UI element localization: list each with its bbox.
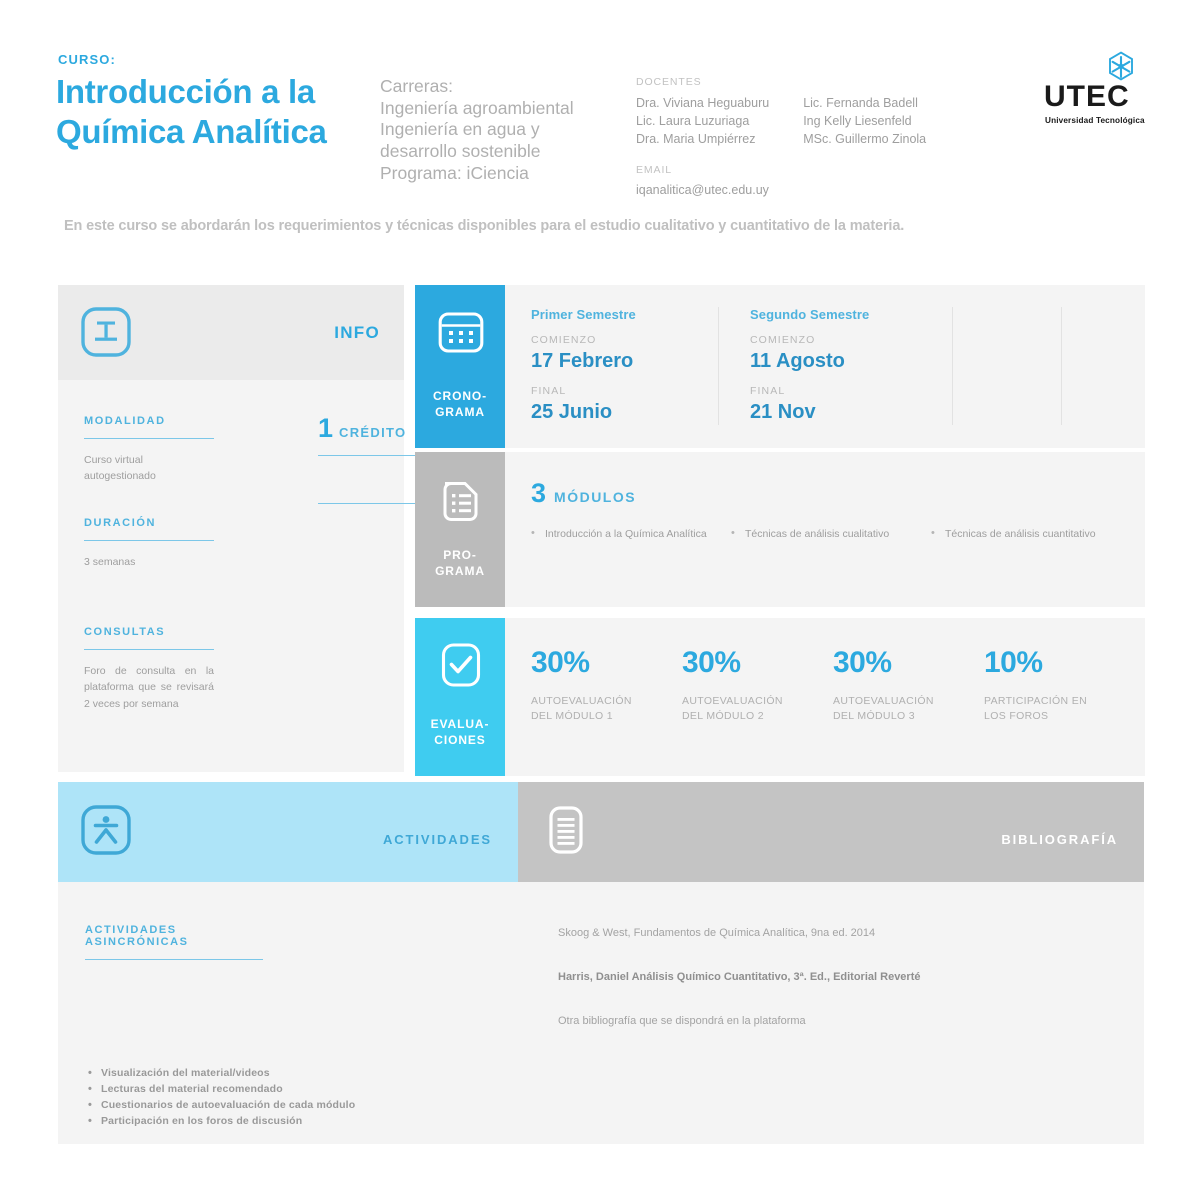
evaluaciones-side: [415, 618, 505, 776]
modules-count: 3: [531, 478, 547, 508]
evaluation-item: [833, 648, 984, 724]
actividades-card: [58, 782, 518, 1144]
semester-2: [750, 307, 935, 424]
semester-1-end-value: 25 Junio: [531, 401, 613, 423]
evaluation-desc-line-1: AUTOEVALUACIÓN: [682, 695, 783, 707]
field-divider: [85, 959, 263, 960]
actividad-item: • Cuestionarios de autoevaluación de cada módulo: [101, 1098, 355, 1114]
program-name: Programa: iCiencia: [380, 162, 529, 183]
field-consultas: [84, 626, 214, 712]
bibliografia-card: [518, 782, 1144, 1144]
actividades-subheading-label: ACTIVIDADES ASINCRÓNICAS: [85, 924, 189, 948]
module-item: • Introducción a la Química Analítica: [531, 527, 731, 542]
evaluaciones-panel: [415, 618, 1145, 776]
cronograma-body: [505, 285, 1145, 448]
course-description: En este curso se abordarán los requerimientos y técnicas disponibles para el estudio cualitativo y cuantitativo de la materia.: [64, 218, 905, 234]
field-modalidad: [84, 415, 214, 485]
modules-list: [531, 527, 1131, 542]
email-label: EMAIL: [636, 164, 673, 177]
evaluation-item: [682, 648, 833, 724]
field-duracion: [84, 517, 214, 570]
teacher-name: Lic. Laura Luzuriaga: [636, 113, 750, 128]
semester-2-start-value: 11 Agosto: [750, 350, 845, 372]
page-title-line-2: Química Analítica: [56, 112, 327, 150]
programa-body: [505, 452, 1145, 607]
field-modalidad-value: Curso virtual autogestionado: [84, 454, 156, 483]
semester-divider-1: [718, 307, 719, 425]
evaluation-desc-line-2: LOS FOROS: [984, 709, 1049, 722]
credits-label: CRÉDITO: [339, 425, 407, 440]
bibliografia-card-title: BIBLIOGRAFÍA: [1001, 832, 1118, 847]
module-item: • Técnicas de análisis cualitativo: [731, 527, 931, 542]
semester-1: [531, 307, 711, 424]
evaluation-description: [531, 694, 668, 724]
field-duracion-value: 3 semanas: [84, 556, 136, 568]
semester-2-name: Segundo Semestre: [750, 307, 870, 322]
teachers-label: DOCENTES: [636, 76, 702, 88]
evaluaciones-label-line-2: CIONES: [434, 732, 486, 747]
career-item-2a: Ingeniería en agua y: [380, 119, 540, 140]
field-duracion-label: DURACIÓN: [84, 517, 157, 529]
utec-snowflake-icon: [1104, 50, 1138, 84]
cronograma-panel: [415, 285, 1145, 448]
semester-2-end-label: FINAL: [750, 385, 786, 397]
info-card-title: INFO: [334, 323, 380, 342]
utec-logo: [1042, 50, 1154, 130]
calendar-icon: [438, 309, 484, 355]
info-card-header: [58, 285, 404, 380]
programa-side: [415, 452, 505, 607]
evaluaciones-body: [505, 618, 1145, 776]
programa-panel: [415, 452, 1145, 607]
teachers-block: [636, 76, 966, 197]
modules-label: MÓDULOS: [554, 489, 637, 505]
career-item-1: Ingeniería agroambiental: [380, 97, 574, 118]
field-consultas-label: CONSULTAS: [84, 626, 166, 638]
evaluation-desc-line-1: AUTOEVALUACIÓN: [833, 695, 934, 707]
bibliografia-entry: Otra bibliografía que se dispondrá en la plataforma: [558, 1015, 806, 1027]
info-card: [58, 285, 407, 772]
course-kicker-label: CURSO:: [58, 52, 116, 67]
bibliografia-entry: Skoog & West, Fundamentos de Química Analítica, 9na ed. 2014: [558, 927, 876, 939]
bibliografia-entry: Harris, Daniel Análisis Químico Cuantitativo, 3ª. Ed., Editorial Reverté: [558, 971, 921, 983]
semester-2-start-label: COMIENZO: [750, 334, 816, 346]
field-divider: [84, 438, 214, 439]
programa-side-label: [415, 548, 505, 579]
field-divider: [84, 649, 214, 650]
teacher-name: Ing Kelly Liesenfeld: [803, 113, 912, 128]
email-value[interactable]: iqanalitica@utec.edu.uy: [636, 183, 769, 198]
semester-1-end-label: FINAL: [531, 385, 567, 397]
evaluation-items: [531, 648, 1135, 724]
teacher-name: MSc. Guillermo Zinola: [803, 131, 927, 146]
bibliografia-card-body: [518, 882, 1144, 1144]
field-modalidad-label: MODALIDAD: [84, 415, 166, 427]
evaluation-desc-line-2: DEL MÓDULO 2: [682, 709, 764, 722]
page-title-line-1: Introducción a la: [56, 73, 315, 110]
evaluation-desc-line-2: DEL MÓDULO 1: [531, 709, 613, 722]
document-lines-icon: [540, 804, 592, 856]
module-item: • Técnicas de análisis cuantitativo: [931, 527, 1131, 542]
field-divider: [84, 540, 214, 541]
credits-number: 1: [318, 413, 334, 443]
programa-label-line-2: GRAMA: [435, 563, 485, 578]
teacher-name: Dra. Maria Umpiérrez: [636, 131, 756, 146]
semester-divider-2: [952, 307, 953, 425]
evaluation-percent: 30%: [833, 646, 892, 679]
evaluation-percent: 30%: [682, 646, 741, 679]
cronograma-label-line-2: GRAMA: [435, 404, 485, 419]
teachers-column-2: [803, 95, 926, 148]
actividades-list: [85, 1066, 355, 1130]
evaluaciones-side-label: [415, 717, 505, 748]
teacher-name: Lic. Fernanda Badell: [803, 96, 918, 110]
cronograma-label-line-1: CRONO-: [432, 389, 488, 404]
actividades-card-body: [58, 882, 518, 1144]
careers-label: Carreras:: [380, 76, 453, 96]
semester-1-name: Primer Semestre: [531, 307, 636, 322]
utec-tagline: Universidad Tecnológica: [1045, 116, 1145, 125]
evaluation-desc-line-2: DEL MÓDULO 3: [833, 709, 915, 722]
teacher-name: Dra. Viviana Heguaburu: [636, 96, 770, 110]
semester-1-start-value: 17 Febrero: [531, 350, 634, 372]
semester-2-end-value: 21 Nov: [750, 401, 816, 423]
evaluation-item: [984, 648, 1135, 724]
evaluation-percent: 30%: [531, 646, 590, 679]
teachers-columns: [636, 95, 966, 148]
teachers-column-1: [636, 95, 769, 148]
page-title: [56, 72, 386, 152]
programa-label-line-1: PRO-: [443, 548, 477, 563]
field-consultas-value: Foro de consulta en la plataforma que se revisará 2 veces por semana: [84, 665, 214, 710]
evaluation-desc-line-1: AUTOEVALUACIÓN: [531, 695, 632, 707]
document-list-icon: [438, 476, 484, 522]
checkmark-icon: [438, 642, 484, 688]
cronograma-side: [415, 285, 505, 448]
person-activity-icon: [80, 804, 132, 856]
page-header: [0, 0, 1200, 200]
utec-wordmark: UTEC: [1044, 80, 1130, 113]
bibliografia-card-header: [518, 782, 1144, 882]
semester-1-start-label: COMIENZO: [531, 334, 597, 346]
actividad-item: • Lecturas del material recomendado: [101, 1082, 355, 1098]
cronograma-side-label: [415, 389, 505, 420]
actividades-subheading: [85, 924, 263, 960]
modules-heading: [531, 480, 636, 507]
evaluation-desc-line-1: PARTICIPACIÓN EN: [984, 695, 1088, 707]
evaluation-description: [833, 694, 970, 724]
info-icon: [80, 306, 132, 358]
semester-divider-3: [1061, 307, 1062, 425]
evaluation-description: [682, 694, 819, 724]
evaluation-item: [531, 648, 682, 724]
actividades-card-header: [58, 782, 518, 882]
evaluation-description: [984, 694, 1121, 724]
actividades-card-title: ACTIVIDADES: [382, 832, 492, 847]
evaluaciones-label-line-1: EVALUA-: [430, 717, 490, 732]
actividad-item: • Participación en los foros de discusión: [101, 1114, 355, 1130]
careers-block: [380, 76, 630, 184]
evaluation-percent: 10%: [984, 646, 1043, 679]
career-item-2b: desarrollo sostenible: [380, 141, 541, 162]
actividad-item: • Visualización del material/videos: [101, 1066, 355, 1082]
